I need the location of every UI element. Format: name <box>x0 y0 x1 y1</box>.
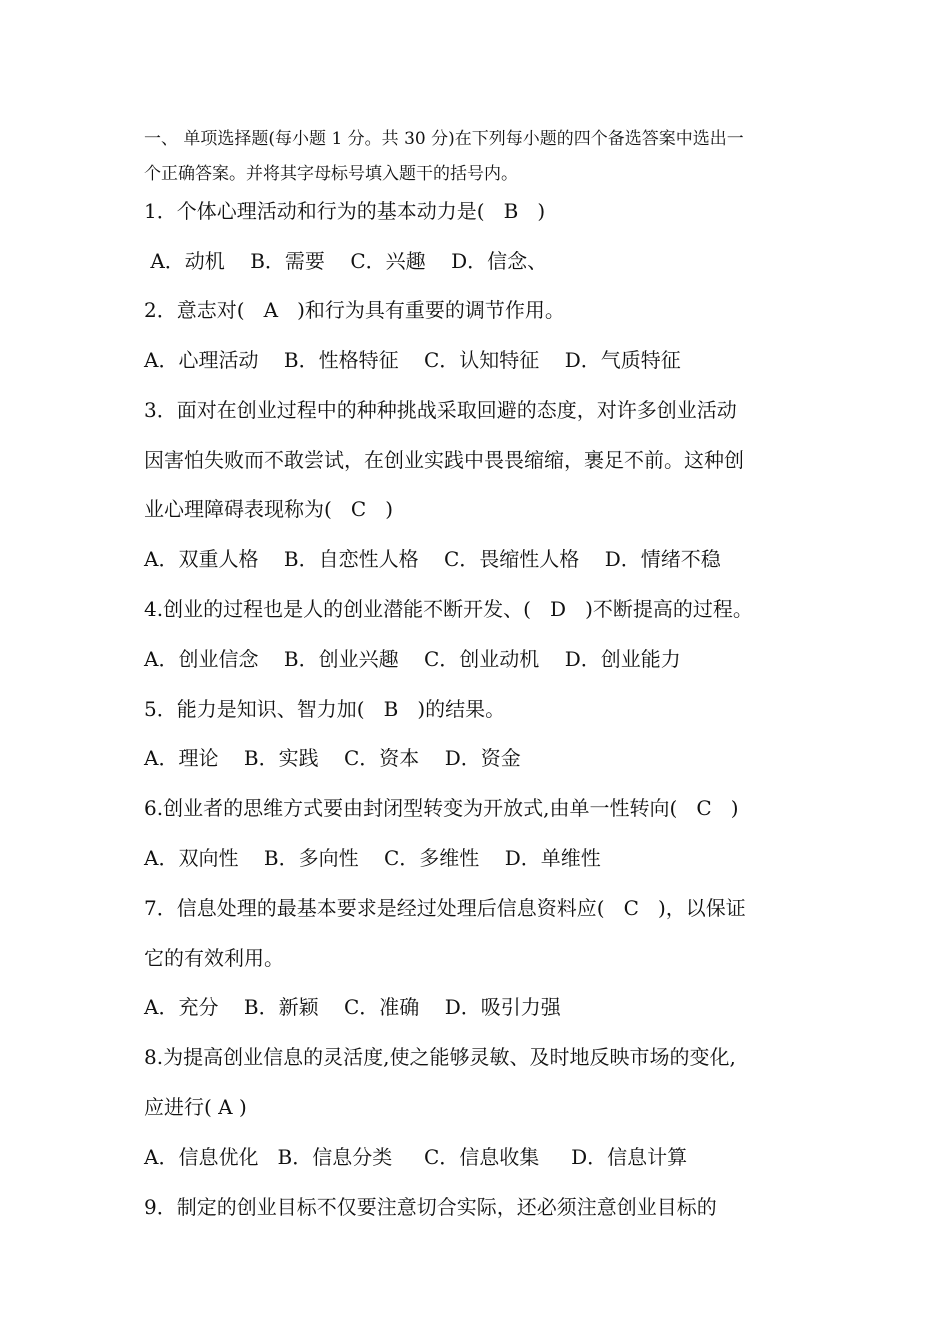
question-1-options: A．动机 B．需要 C．兴趣 D．信念、 <box>144 249 548 273</box>
question-4-options: A．创业信念 B．创业兴趣 C．创业动机 D．创业能力 <box>144 647 681 671</box>
question-4: 4.创业的过程也是人的创业潜能不断开发、( D )不断提高的过程。 <box>144 597 753 621</box>
question-7-line-1: 7．信息处理的最基本要求是经过处理后信息资料应( C )，以保证 <box>144 896 746 920</box>
question-7-line-2: 它的有效利用。 <box>144 946 284 970</box>
section-heading-line-1: 一、 单项选择题(每小题 1 分。共 30 分)在下列每小题的四个备选答案中选出一 <box>144 129 744 149</box>
question-3-line-1: 3．面对在创业过程中的种种挑战采取回避的态度，对许多创业活动 <box>144 398 737 422</box>
question-2: 2．意志对( A )和行为具有重要的调节作用。 <box>144 298 565 322</box>
question-5-options: A．理论 B．实践 C．资本 D．资金 <box>144 746 521 770</box>
question-6-options: A．双向性 B．多向性 C．多维性 D．单维性 <box>144 846 601 870</box>
question-3-options: A．双重人格 B．自恋性人格 C．畏缩性人格 D．情绪不稳 <box>144 547 721 571</box>
question-1: 1．个体心理活动和行为的基本动力是( B ) <box>144 199 546 223</box>
question-8-line-2: 应进行( A ) <box>144 1095 247 1119</box>
question-3-line-2: 因害怕失败而不敢尝试，在创业实践中畏畏缩缩，裹足不前。这种创 <box>144 448 744 472</box>
question-5: 5．能力是知识、智力加( B )的结果。 <box>144 697 506 721</box>
question-2-options: A．心理活动 B．性格特征 C．认知特征 D．气质特征 <box>144 348 681 372</box>
question-9-line-1: 9．制定的创业目标不仅要注意切合实际，还必须注意创业目标的 <box>144 1195 717 1219</box>
section-heading-line-2: 个正确答案。并将其字母标号填入题干的括号内。 <box>144 164 518 184</box>
question-6: 6.创业者的思维方式要由封闭型转变为开放式,由单一性转向( C ) <box>144 796 739 820</box>
question-8-options: A．信息优化 B．信息分类 C．信息收集 D．信息计算 <box>144 1145 688 1169</box>
question-3-line-3: 业心理障碍表现称为( C ) <box>144 497 394 521</box>
question-7-options: A．充分 B．新颖 C．准确 D．吸引力强 <box>144 995 561 1019</box>
question-8-line-1: 8.为提高创业信息的灵活度,使之能够灵敏、及时地反映市场的变化, <box>144 1045 736 1069</box>
